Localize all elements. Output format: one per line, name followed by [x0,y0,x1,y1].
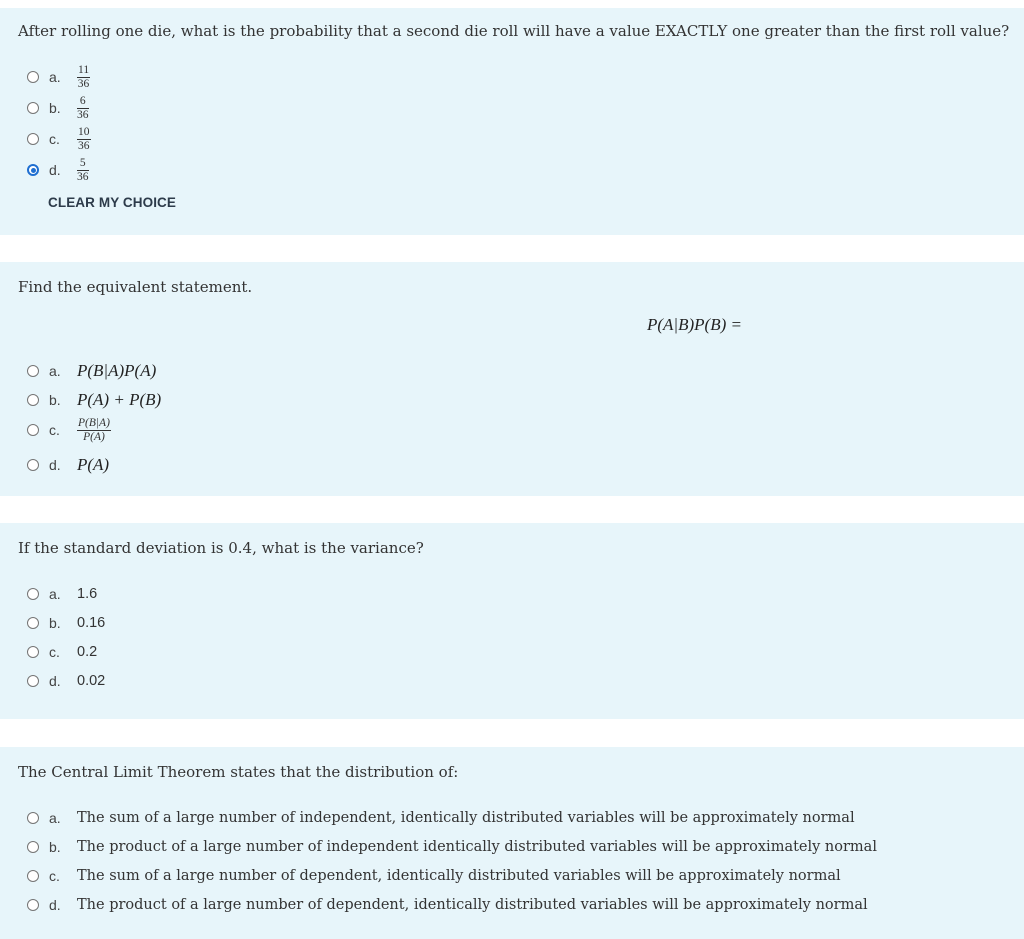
radio-button[interactable] [27,617,39,629]
option-text: P(A) [77,455,110,474]
fraction: $\frac{5}{36}$ [77,156,89,183]
option-text: The sum of a large number of dependent, identically distributed variables will be approximately normal [77,868,841,884]
option-letter: b. [49,100,61,116]
fraction: $\frac{P(B|A)}{P(A)}$ [78,416,110,443]
option-c[interactable] [27,417,111,443]
question-card-3 [0,523,1024,719]
option-b[interactable] [27,610,105,636]
option-letter: d. [49,673,61,689]
option-text: 0.02 [77,673,106,689]
option-letter: c. [49,868,60,884]
option-letter: c. [49,644,60,660]
option-letter: d. [49,897,61,913]
option-text: 0.2 [77,644,98,660]
option-letter: b. [49,392,61,408]
radio-button[interactable] [27,394,39,406]
option-d[interactable] [27,157,89,183]
option-d[interactable] [27,668,105,694]
radio-button[interactable] [27,71,39,83]
radio-button[interactable] [27,588,39,600]
option-a[interactable] [27,805,855,831]
radio-button[interactable] [27,812,39,824]
option-d[interactable] [27,452,109,478]
question-card-2 [0,262,1024,496]
option-letter: c. [49,422,60,438]
radio-button[interactable] [27,675,39,687]
option-text: P(B|A)P(A) [77,361,157,380]
option-a[interactable] [27,64,90,90]
option-d[interactable] [27,892,868,918]
math-expression: P(A|B)P(B) = [647,315,742,334]
option-letter: a. [49,69,61,85]
question-card-1 [0,8,1024,235]
fraction: $\frac{10}{36}$ [78,125,90,152]
option-letter: d. [49,162,61,178]
fraction: $\frac{11}{36}$ [77,63,90,90]
option-text: 0.16 [77,615,106,631]
clear-my-choice-link[interactable]: CLEAR MY CHOICE [48,195,177,210]
option-a[interactable] [27,581,97,607]
option-letter: a. [49,363,61,379]
radio-button[interactable] [27,646,39,658]
radio-button[interactable] [27,459,39,471]
option-c[interactable] [27,126,91,152]
fraction: $\frac{6}{36}$ [77,94,89,121]
option-letter: b. [49,839,61,855]
option-text: 1.6 [77,586,98,602]
option-letter: a. [49,810,61,826]
option-letter: d. [49,457,61,473]
radio-button[interactable] [27,424,39,436]
option-text: P(A) + P(B) [77,390,162,409]
option-text: The product of a large number of independent identically distributed variables will be approximately normal [77,839,877,855]
radio-button[interactable] [27,841,39,853]
radio-button[interactable] [27,365,39,377]
option-a[interactable] [27,358,156,384]
radio-button[interactable] [27,899,39,911]
option-letter: c. [49,131,60,147]
radio-button[interactable] [27,133,39,145]
option-b[interactable] [27,834,877,860]
option-b[interactable] [27,95,89,121]
option-letter: b. [49,615,61,631]
question-card-4 [0,747,1024,939]
question-text: After rolling one die, what is the probability that a second die roll will have a value EXACTLY one greater than the first roll value? [18,22,1010,40]
radio-button[interactable] [27,870,39,882]
radio-button-selected[interactable] [27,164,39,176]
option-b[interactable] [27,387,161,413]
option-letter: a. [49,586,61,602]
option-text: The sum of a large number of independent, identically distributed variables will be approximately normal [77,810,855,826]
question-text: The Central Limit Theorem states that the distribution of: [18,763,459,781]
option-c[interactable] [27,863,841,889]
question-text: If the standard deviation is 0.4, what is the variance? [18,539,424,557]
option-c[interactable] [27,639,97,665]
option-text: The product of a large number of dependent, identically distributed variables will be approximately normal [77,897,868,913]
question-text: Find the equivalent statement. [18,278,253,296]
radio-button[interactable] [27,102,39,114]
